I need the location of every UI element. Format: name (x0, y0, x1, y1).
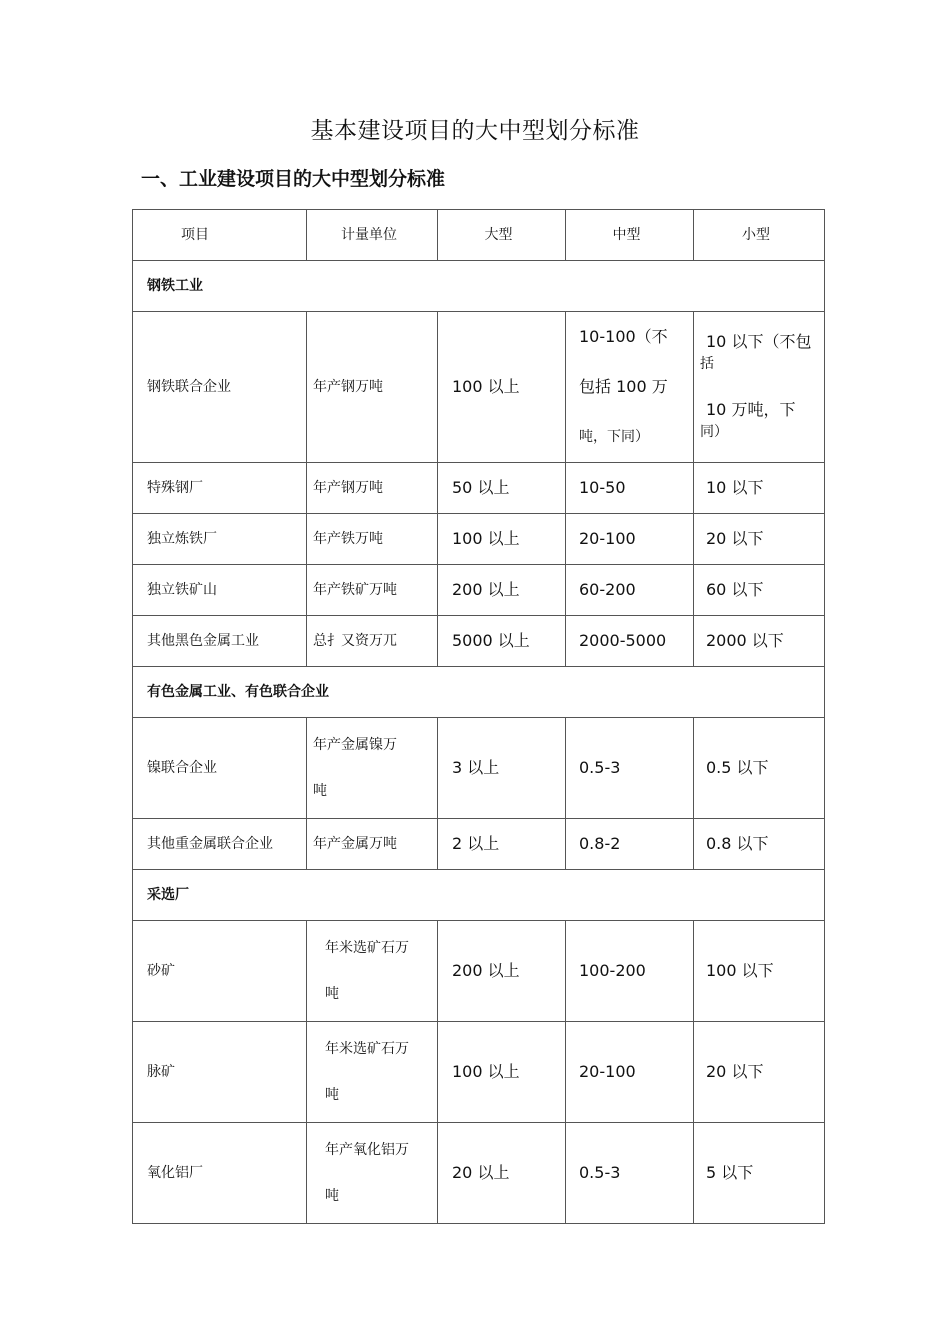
group-row (133, 870, 825, 921)
cell-item: 独立炼铁厂 (133, 514, 307, 565)
table-row (133, 921, 825, 1022)
cell-medium: 60-200 (566, 565, 694, 616)
cell-medium: 2000-5000 (566, 616, 694, 667)
header-medium: 中型 (566, 210, 694, 261)
group-row (133, 667, 825, 718)
cell-medium: 10-100（不 包括 100 万 吨，下同） (566, 312, 694, 463)
cell-unit: 年产金属万吨 (307, 819, 438, 870)
cell-item: 特殊钢厂 (133, 463, 307, 514)
cell-large: 100 以上 (438, 1022, 566, 1123)
cell-unit: 年米选矿石万 吨 (307, 1022, 438, 1123)
table-row (133, 718, 825, 819)
cell-large: 3 以上 (438, 718, 566, 819)
cell-item: 其他重金属联合企业 (133, 819, 307, 870)
cell-unit: 年米选矿石万 吨 (307, 921, 438, 1022)
cell-unit: 年产钢万吨 (307, 312, 438, 463)
table-row (133, 1123, 825, 1224)
header-item: 项目 (133, 210, 307, 261)
cell-small: 20 以下 (694, 1022, 825, 1123)
header-unit: 计量单位 (307, 210, 438, 261)
cell-item: 其他黑色金属工业 (133, 616, 307, 667)
cell-large: 50 以上 (438, 463, 566, 514)
cell-item: 独立铁矿山 (133, 565, 307, 616)
cell-item: 氧化铝厂 (133, 1123, 307, 1224)
cell-large: 100 以上 (438, 312, 566, 463)
cell-small: 2000 以下 (694, 616, 825, 667)
cell-unit: 年产铁万吨 (307, 514, 438, 565)
cell-large: 100 以上 (438, 514, 566, 565)
cell-large: 200 以上 (438, 921, 566, 1022)
cell-item: 镍联合企业 (133, 718, 307, 819)
cell-item: 脉矿 (133, 1022, 307, 1123)
cell-medium: 10-50 (566, 463, 694, 514)
cell-medium: 0.5-3 (566, 718, 694, 819)
cell-unit: 年产金属镍万 吨 (307, 718, 438, 819)
cell-medium: 100-200 (566, 921, 694, 1022)
header-small: 小型 (694, 210, 825, 261)
cell-unit: 年产氧化铝万 吨 (307, 1123, 438, 1224)
classification-table (132, 209, 825, 1224)
cell-item: 钢铁联合企业 (133, 312, 307, 463)
table-row (133, 819, 825, 870)
cell-medium: 0.8-2 (566, 819, 694, 870)
table-row (133, 565, 825, 616)
cell-small: 0.5 以下 (694, 718, 825, 819)
group-row (133, 261, 825, 312)
table-row (133, 463, 825, 514)
table-header-row (133, 210, 825, 261)
cell-unit: 年产钢万吨 (307, 463, 438, 514)
cell-unit: 年产铁矿万吨 (307, 565, 438, 616)
cell-medium: 20-100 (566, 1022, 694, 1123)
table-row (133, 312, 825, 463)
header-large: 大型 (438, 210, 566, 261)
document-title: 基本建设项目的大中型划分标准 (310, 118, 640, 144)
cell-medium: 0.5-3 (566, 1123, 694, 1224)
cell-large: 2 以上 (438, 819, 566, 870)
cell-large: 200 以上 (438, 565, 566, 616)
table-row (133, 514, 825, 565)
cell-medium: 20-100 (566, 514, 694, 565)
table-row (133, 616, 825, 667)
cell-large: 5000 以上 (438, 616, 566, 667)
cell-unit: 总扌又资万兀 (307, 616, 438, 667)
cell-small: 0.8 以下 (694, 819, 825, 870)
cell-large: 20 以上 (438, 1123, 566, 1224)
cell-small: 60 以下 (694, 565, 825, 616)
cell-small: 10 以下 (694, 463, 825, 514)
cell-small: 10 以下（不包 括 10 万吨，下 同） (694, 312, 825, 463)
cell-small: 5 以下 (694, 1123, 825, 1224)
table-row (133, 1022, 825, 1123)
group-nonferrous: 有色金属工业、有色联合企业 (133, 667, 825, 718)
group-steel: 钢铁工业 (133, 261, 825, 312)
group-mining: 采选厂 (133, 870, 825, 921)
cell-small: 100 以下 (694, 921, 825, 1022)
cell-small: 20 以下 (694, 514, 825, 565)
section-heading: 一、工业建设项目的大中型划分标准 (141, 168, 446, 190)
cell-item: 砂矿 (133, 921, 307, 1022)
